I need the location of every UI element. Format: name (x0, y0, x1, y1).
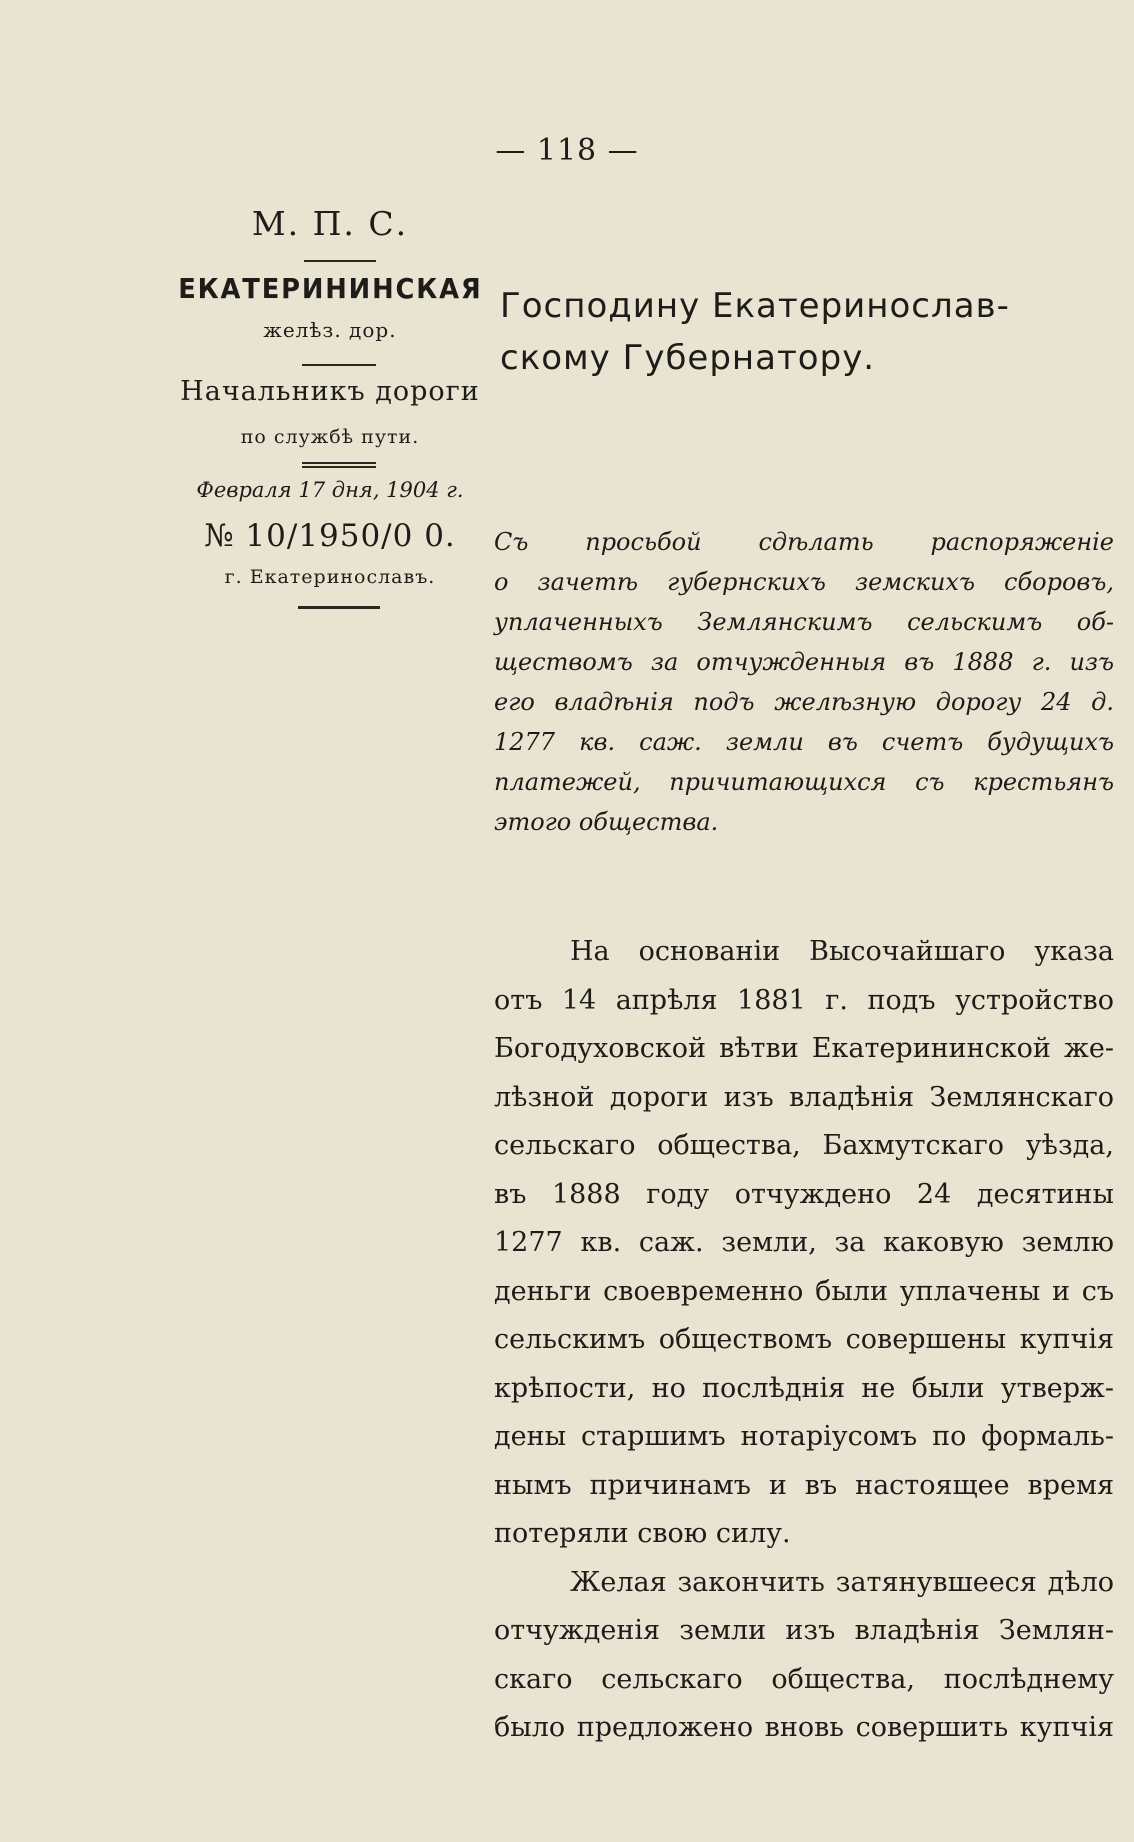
body-line: Богодуховской вѣтви Екатерининской же- (494, 1033, 1114, 1064)
body-line: 1277 кв. саж. земли, за каковую землю (494, 1227, 1114, 1258)
railway-abbreviation: желѣз. дор. (263, 318, 397, 342)
letter-city: г. Екатеринославъ. (224, 566, 436, 588)
body-line: сельскаго общества, Бахмутскаго уѣзда, (494, 1130, 1114, 1161)
addressee-line: скому Губернатору. (500, 338, 876, 378)
divider (302, 364, 376, 366)
subject-line: его владѣнія подъ желѣзную дорогу 24 д. (494, 688, 1114, 716)
subject-line: Съ просьбой сдѣлать распоряженіе (494, 528, 1114, 556)
subject-summary (494, 522, 1114, 842)
body-line: нымъ причинамъ и въ настоящее время (494, 1469, 1114, 1501)
subject-line: 1277 кв. саж. земли въ счетъ будущихъ (494, 728, 1114, 756)
addressee (500, 280, 1110, 384)
body-line: сельскимъ обществомъ совершены купчія (494, 1324, 1114, 1355)
sender-title: Начальникъ дороги (180, 376, 480, 407)
body-line: потеряли свою силу. (494, 1518, 791, 1549)
sender-service: по службѣ пути. (240, 426, 420, 448)
letter-number: № 10/1950/0 0. (204, 518, 456, 554)
letter-date: Февраля 17 дня, 1904 г. (196, 478, 464, 502)
body-line: было предложено вновь совершить купчія (494, 1712, 1114, 1743)
body-line: въ 1888 году отчуждено 24 десятины (494, 1178, 1114, 1210)
page-number: — 118 — (495, 133, 639, 168)
body-line: лѣзной дороги изъ владѣнія Землянскаго (494, 1081, 1114, 1113)
ministry-abbreviation: М. П. С. (251, 204, 409, 243)
subject-line: ществомъ за отчужденныя въ 1888 г. изъ (494, 648, 1114, 676)
divider (304, 260, 376, 262)
body-line: На основаніи Высочайшаго указа (570, 936, 1114, 967)
body-line: отъ 14 апрѣля 1881 г. подъ устройство (494, 984, 1114, 1016)
body-line: Желая закончить затянувшееся дѣло (570, 1566, 1114, 1598)
addressee-line: Господину Екатеринослав- (500, 286, 1010, 326)
body-line: деньги своевременно были уплачены и съ (494, 1275, 1114, 1307)
body-line: отчужденія земли изъ владѣнія Землян- (494, 1615, 1114, 1646)
subject-line: этого общества. (494, 808, 719, 836)
letter-body (494, 928, 1114, 1753)
body-line: крѣпости, но послѣднія не были утверж- (494, 1372, 1114, 1404)
subject-line: уплаченныхъ Землянскимъ сельскимъ об- (494, 608, 1114, 636)
double-divider (302, 462, 376, 468)
body-line: скаго сельскаго общества, послѣднему (494, 1663, 1114, 1695)
divider (298, 606, 380, 609)
subject-line: о зачетѣ губернскихъ земскихъ сборовъ, (494, 568, 1114, 596)
body-line: дены старшимъ нотаріусомъ по формаль- (494, 1421, 1114, 1452)
railway-name: ЕКАТЕРИНИНСКАЯ (178, 272, 483, 305)
subject-line: платежей, причитающихся съ крестьянъ (494, 768, 1114, 796)
